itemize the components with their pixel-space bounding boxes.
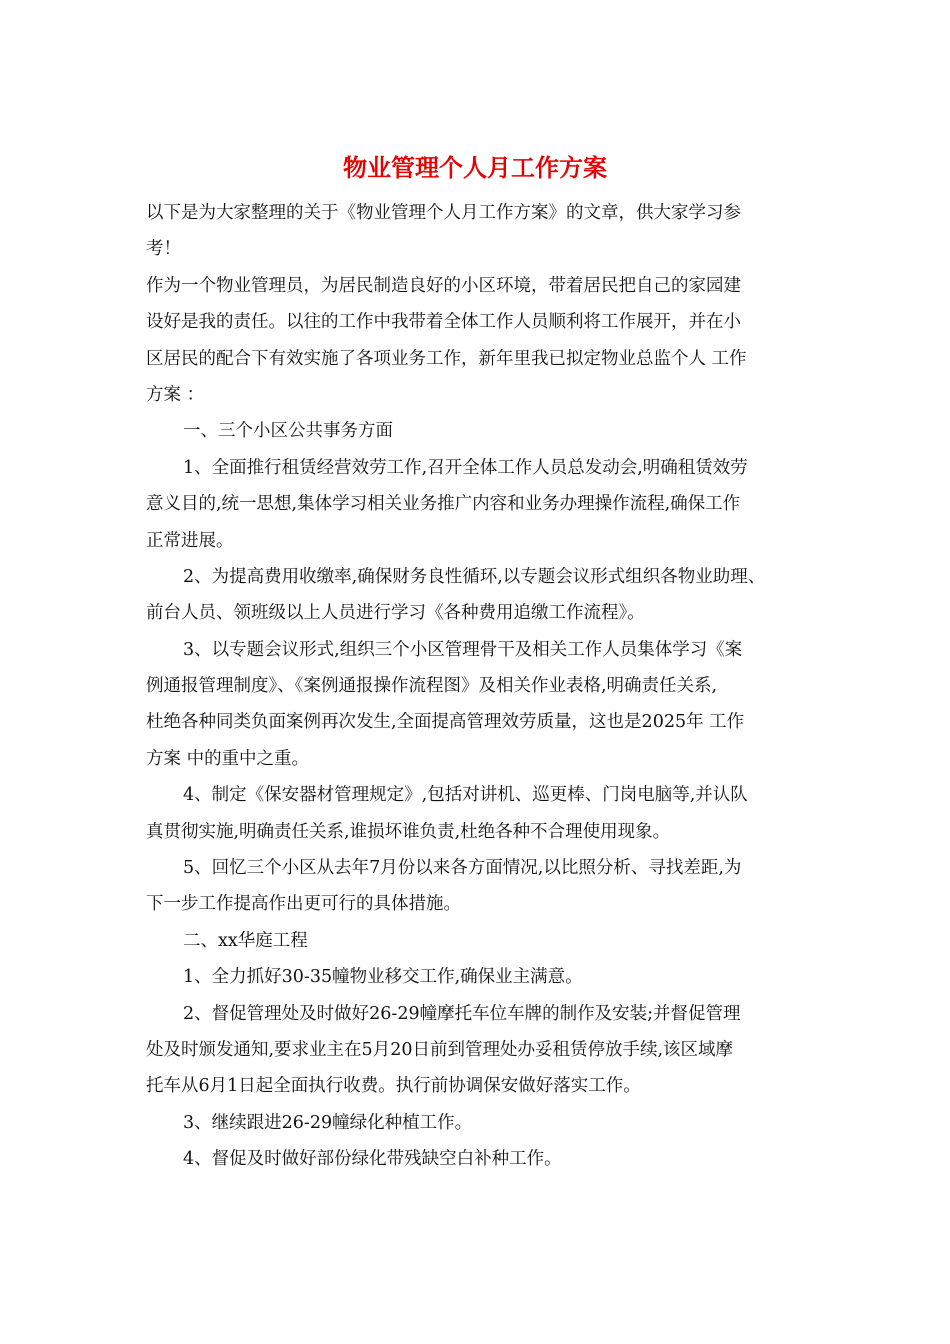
- document-body: [146, 195, 808, 1178]
- body-line: 二、xx华庭工程: [183, 930, 308, 951]
- body-line: 真贯彻实施,明确责任关系,谁损坏谁负责,杜绝各种不合理使用现象。: [146, 821, 671, 842]
- body-line: 意义目的,统一思想,集体学习相关业务推广内容和业务办理操作流程,确保工作: [146, 494, 741, 515]
- body-line: 一、三个小区公共事务方面: [183, 421, 393, 442]
- body-line: 方案 中的重中之重。: [146, 748, 310, 769]
- body-line: 2、为提高费用收缴率,确保财务良性循环,以专题会议形式组织各物业助理、: [183, 566, 766, 587]
- body-line: 5、回忆三个小区从去年7月份以来各方面情况,以比照分析、寻找差距,为: [183, 858, 742, 879]
- body-line: 3、继续跟进26-29幢绿化种植工作。: [183, 1112, 473, 1133]
- body-line: 4、制定《保安器材管理规定》,包括对讲机、巡更棒、门岗电脑等,并认队: [183, 785, 748, 806]
- body-line: 区居民的配合下有效实施了各项业务工作，新年里我已拟定物业总监个人 工作: [146, 348, 747, 369]
- body-line: 托车从6月1日起全面执行收费。执行前协调保安做好落实工作。: [146, 1076, 641, 1097]
- body-line: 前台人员、领班级以上人员进行学习《各种费用追缴工作流程》。: [146, 603, 645, 624]
- body-line: 正常进展。: [146, 530, 234, 551]
- body-line: 2、督促管理处及时做好26-29幢摩托车位车牌的制作及安装;并督促管理: [183, 1003, 741, 1024]
- body-line: 1、全力抓好30-35幢物业移交工作,确保业主满意。: [183, 967, 583, 988]
- body-line: 方案 ：: [146, 384, 205, 405]
- body-line: 1、全面推行租赁经营效劳工作,召开全体工作人员总发动会,明确租赁效劳: [183, 457, 748, 478]
- body-line: 3、以专题会议形式,组织三个小区管理骨干及相关工作人员集体学习《案: [183, 639, 743, 660]
- body-line: 例通报管理制度》、《案例通报操作流程图》及相关作业表格,明确责任关系,: [146, 676, 718, 697]
- body-line: 处及时颁发通知,要求业主在5月20日前到管理处办妥租赁停放手续,该区域摩: [146, 1039, 734, 1060]
- body-line: 下一步工作提高作出更可行的具体措施。: [146, 894, 461, 915]
- body-line: 考！: [146, 239, 181, 260]
- body-line: 作为一个物业管理员，为居民制造良好的小区环境，带着居民把自己的家园建: [146, 275, 741, 296]
- body-line: 以下是为大家整理的关于《物业管理个人月工作方案》的文章，供大家学习参: [146, 203, 741, 223]
- body-line: 设好是我的责任。以往的工作中我带着全体工作人员顺利将工作展开，并在小: [146, 312, 741, 333]
- body-line: 杜绝各种同类负面案例再次发生,全面提高管理效劳质量，这也是2025年 工作: [146, 712, 745, 733]
- document-title: 物业管理个人月工作方案: [343, 153, 607, 182]
- body-line: 4、督促及时做好部份绿化带残缺空白补种工作。: [183, 1149, 562, 1170]
